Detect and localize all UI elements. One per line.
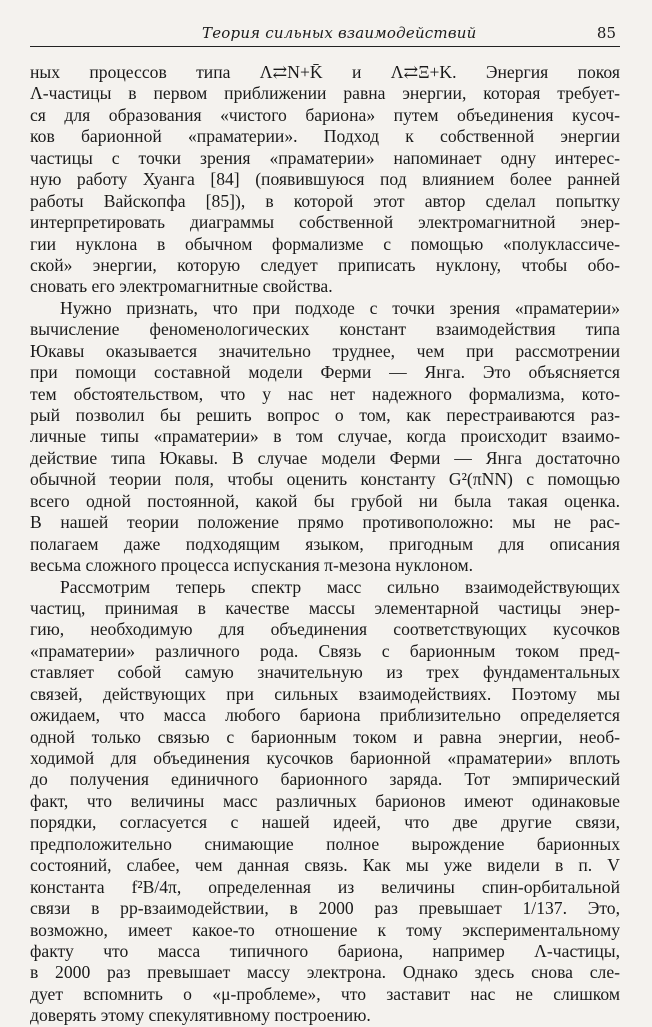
- text-line: Нужно признать, что при подходе с точки зрения «праматерии»: [60, 297, 620, 318]
- text-line: Юкавы оказывается значительно труднее, чем при рассмотрении: [30, 340, 620, 361]
- text-line: в 2000 раз превышает массу электрона. Однако здесь снова сле-: [30, 962, 620, 983]
- text-line: частиц, принимая в качестве массы элементарной частицы энер-: [30, 597, 620, 618]
- text-line: обычной теории поля, чтобы оценить константу G²(πNN) с помощью: [30, 469, 620, 490]
- text-line: ных процессов типа Λ⇄N+K̄ и Λ⇄Ξ+K. Энергия покоя: [30, 62, 620, 82]
- text-line: порядки, согласуется с нашей идеей, что две другие связи,: [30, 812, 620, 833]
- text-line: действие типа Юкавы. В случае модели Ферми — Янга достаточно: [30, 447, 620, 468]
- text-line: доверять этому спекулятивному построению.: [30, 1005, 371, 1026]
- text-line: константа f²B/4π, определенная из величины спин-орбитальной: [30, 876, 620, 897]
- paragraph: [30, 62, 620, 298]
- text-line: работы Вайскопфа [85]), в которой этот автор сделал попытку: [30, 190, 620, 211]
- text-line: частицы с точки зрения «праматерии» напоминает одну интерес-: [30, 147, 620, 168]
- paragraph: [30, 577, 620, 1027]
- text-line: рый позволил бы решить вопрос о том, как перестраиваются раз-: [30, 405, 620, 425]
- text-line: одной только связью с барионным током и равна энергии, необ-: [30, 726, 620, 747]
- text-line: гию, необходимую для объединения соответствующих кусочков: [30, 619, 620, 640]
- text-line: Рассмотрим теперь спектр масс сильно взаимодействующих: [60, 576, 620, 597]
- text-line: при помощи составной модели Ферми — Янга. Это объясняется: [30, 362, 620, 383]
- text-line: интерпретировать диаграммы собственной электромагнитной энер-: [30, 212, 620, 233]
- page-number: 85: [596, 24, 616, 42]
- text-line: «праматерии» различного рода. Связь с барионным током пред-: [30, 640, 620, 661]
- text-line: ходимой для объединения кусочков барионной «праматерии» вплоть: [30, 748, 620, 768]
- text-line: Λ-частицы в первом приближении равна энергии, которая требует-: [30, 83, 620, 104]
- text-line: факту что масса типичного бариона, например Λ-частицы,: [30, 940, 620, 961]
- running-title: Теория сильных взаимодействий: [202, 24, 477, 42]
- text-line: вычисление феноменологических констант взаимодействия типа: [30, 319, 620, 340]
- text-line: тем обстоятельством, что у нас нет надежного формализма, кото-: [30, 383, 620, 404]
- body-text: [30, 62, 620, 1027]
- text-line: гии нуклона в обычном формализме с помощью «полуклассиче-: [30, 233, 620, 254]
- text-line: ную работу Хуанга [84] (появившуюся под влиянием более ранней: [30, 169, 620, 190]
- text-line: ков барионной «праматерии». Подход к собственной энергии: [30, 126, 620, 147]
- text-line: ской» энергии, которую следует приписать нуклону, чтобы обо-: [30, 254, 620, 275]
- text-line: личные типы «праматерии» в том случае, когда происходит взаимо-: [30, 426, 620, 447]
- text-line: весьма сложного процесса испускания π-мезона нуклоном.: [30, 555, 474, 576]
- text-line: всего одной постоянной, какой бы грубой ни была такая оценка.: [30, 490, 620, 511]
- text-line: предположительно снимающие полное вырождение барионных: [30, 833, 620, 854]
- text-line: ожидаем, что масса любого бариона приблизительно определяется: [30, 705, 620, 726]
- text-line: возможно, имеет какое-то отношение к тому экспериментальному: [30, 919, 620, 940]
- text-line: полагаем даже подходящим языком, пригодным для описания: [30, 533, 620, 554]
- text-line: сновать его электромагнитные свойства.: [30, 276, 333, 297]
- text-line: ставляет собой самую значительную из трех фундаментальных: [30, 662, 620, 683]
- text-line: связей, действующих при сильных взаимодействиях. Поэтому мы: [30, 683, 620, 704]
- page-header: [30, 22, 620, 47]
- text-line: факт, что величины масс различных барионов имеют одинаковые: [30, 790, 620, 811]
- text-line: до получения единичного барионного заряда. Тот эмпирический: [30, 769, 620, 790]
- text-line: связи в pp-взаимодействии, в 2000 раз превышает 1/137. Это,: [30, 898, 620, 919]
- text-line: В нашей теории положение прямо противоположно: мы не рас-: [30, 512, 620, 533]
- text-line: ся для образования «чистого бариона» путем объединения кусоч-: [30, 104, 620, 125]
- text-line: дует вспомнить о «μ-проблеме», что заставит нас не слишком: [30, 983, 620, 1004]
- paragraph: [30, 298, 620, 577]
- text-line: состояний, слабее, чем данная связь. Как мы уже видели в п. V: [30, 855, 620, 876]
